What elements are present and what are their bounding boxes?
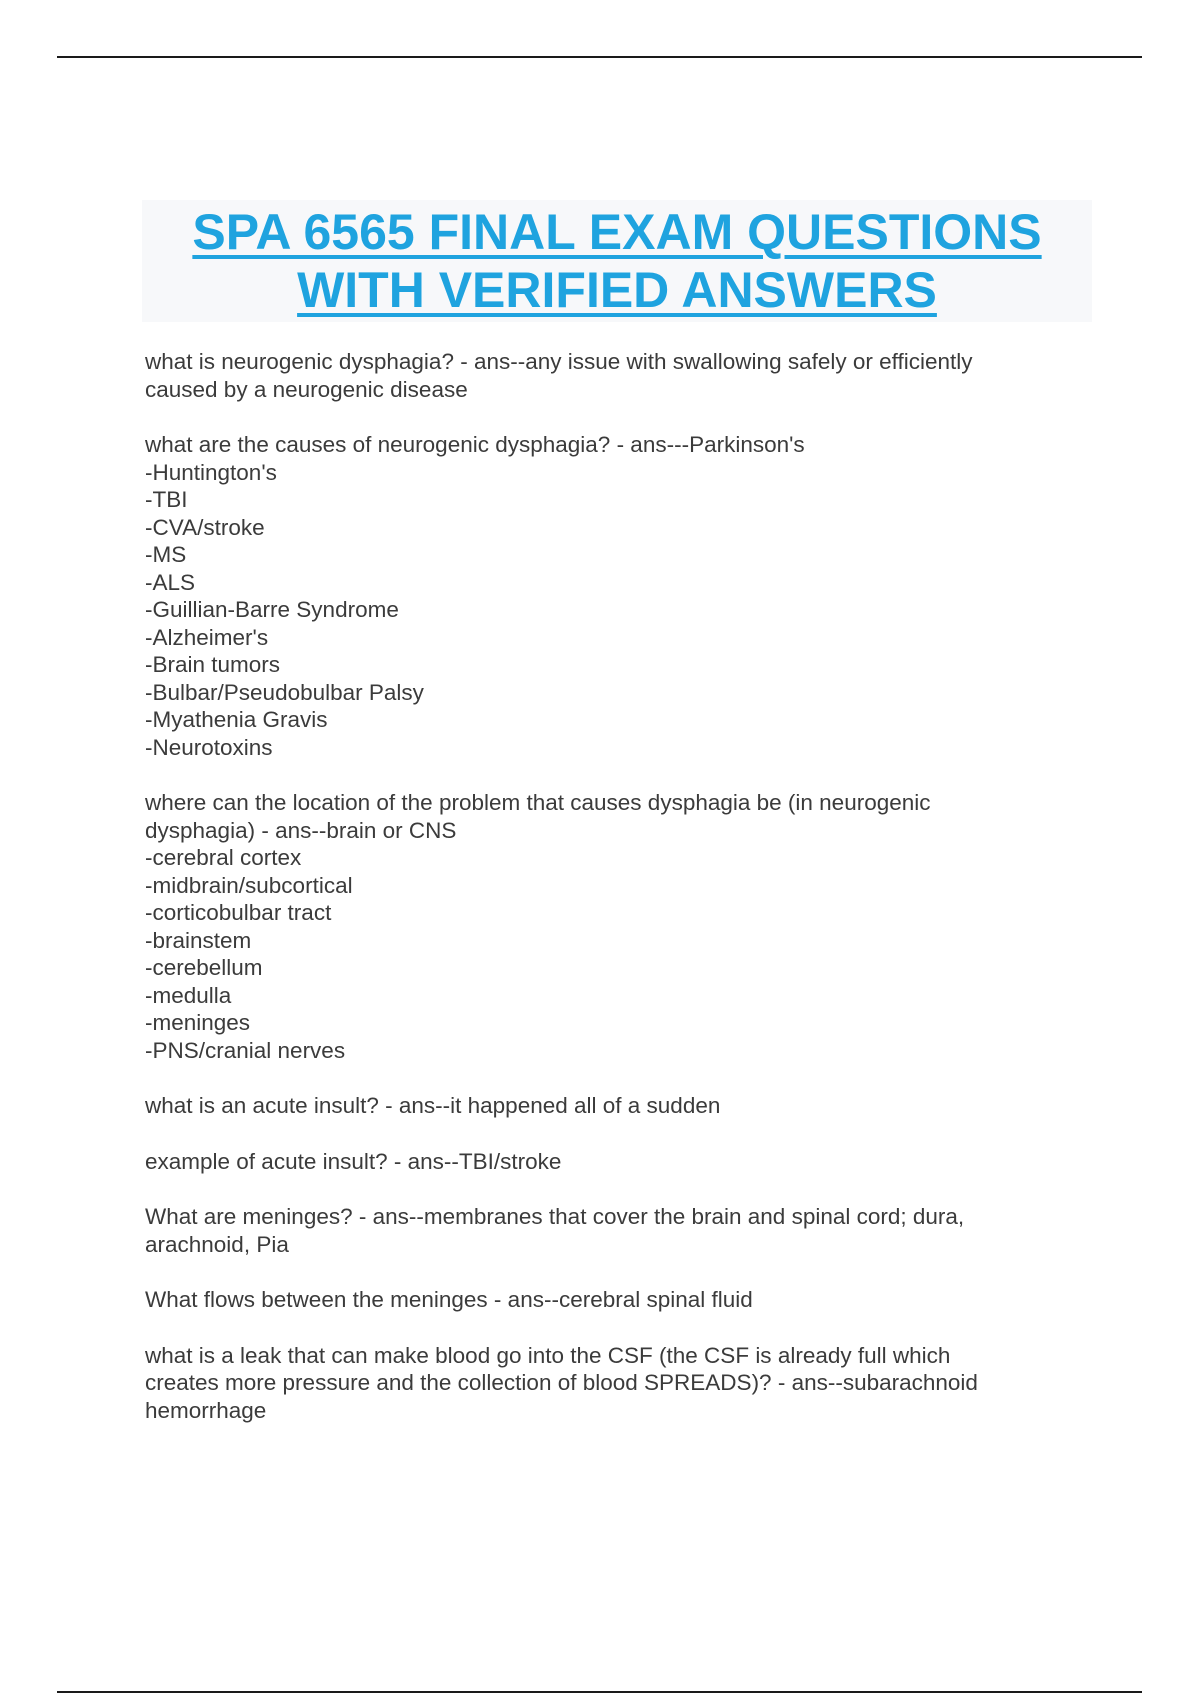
qa-item: [145, 1342, 1075, 1425]
qa-item: [145, 1092, 1075, 1120]
document-title-line-2: WITH VERIFIED ANSWERS: [297, 262, 937, 318]
qa-item: [145, 789, 1075, 1064]
qa-item: [145, 431, 1075, 761]
document-title-line-1: SPA 6565 FINAL EXAM QUESTIONS: [192, 204, 1042, 260]
qa-text: what is neurogenic dysphagia? - ans--any issue with swallowing safely or efficiently caused by a neurogenic disease: [145, 349, 973, 402]
qa-item: [145, 348, 1075, 403]
qa-item: [145, 1203, 1075, 1258]
qa-text: example of acute insult? - ans--TBI/stroke: [145, 1148, 562, 1174]
qa-text: what is an acute insult? - ans--it happened all of a sudden: [145, 1093, 721, 1118]
qa-text: what are the causes of neurogenic dysphagia? - ans---Parkinson's -Huntington's -TBI -CVA/stroke -MS -ALS -Guillian-Barre Syndrome -Alzheimer's -Brain tumors -Bulbar/Pseudobulbar Palsy -Myathenia Gravis -Neurotoxins: [145, 432, 805, 760]
qa-item: [145, 1148, 1075, 1176]
qa-text: What flows between the meninges - ans--cerebral spinal fluid: [145, 1287, 753, 1312]
document-title-block: [142, 200, 1092, 322]
qa-text: where can the location of the problem that causes dysphagia be (in neurogenic dysphagia) - ans--brain or CNS -cerebral cortex -midbrain/subcortical -corticobulbar tract -brainstem -cerebellum -medulla -meninges -PNS/cranial nerves: [145, 790, 931, 1063]
qa-text: What are meninges? - ans--membranes that cover the brain and spinal cord; dura, arachnoid, Pia: [145, 1204, 965, 1257]
qa-list: [145, 348, 1075, 1452]
qa-text: what is a leak that can make blood go into the CSF (the CSF is already full which creates more pressure and the collection of blood SPREADS)? - ans--subarachnoid hemorrhage: [145, 1342, 978, 1423]
bottom-divider: [57, 1691, 1142, 1693]
qa-item: [145, 1286, 1075, 1314]
top-divider: [57, 56, 1142, 58]
